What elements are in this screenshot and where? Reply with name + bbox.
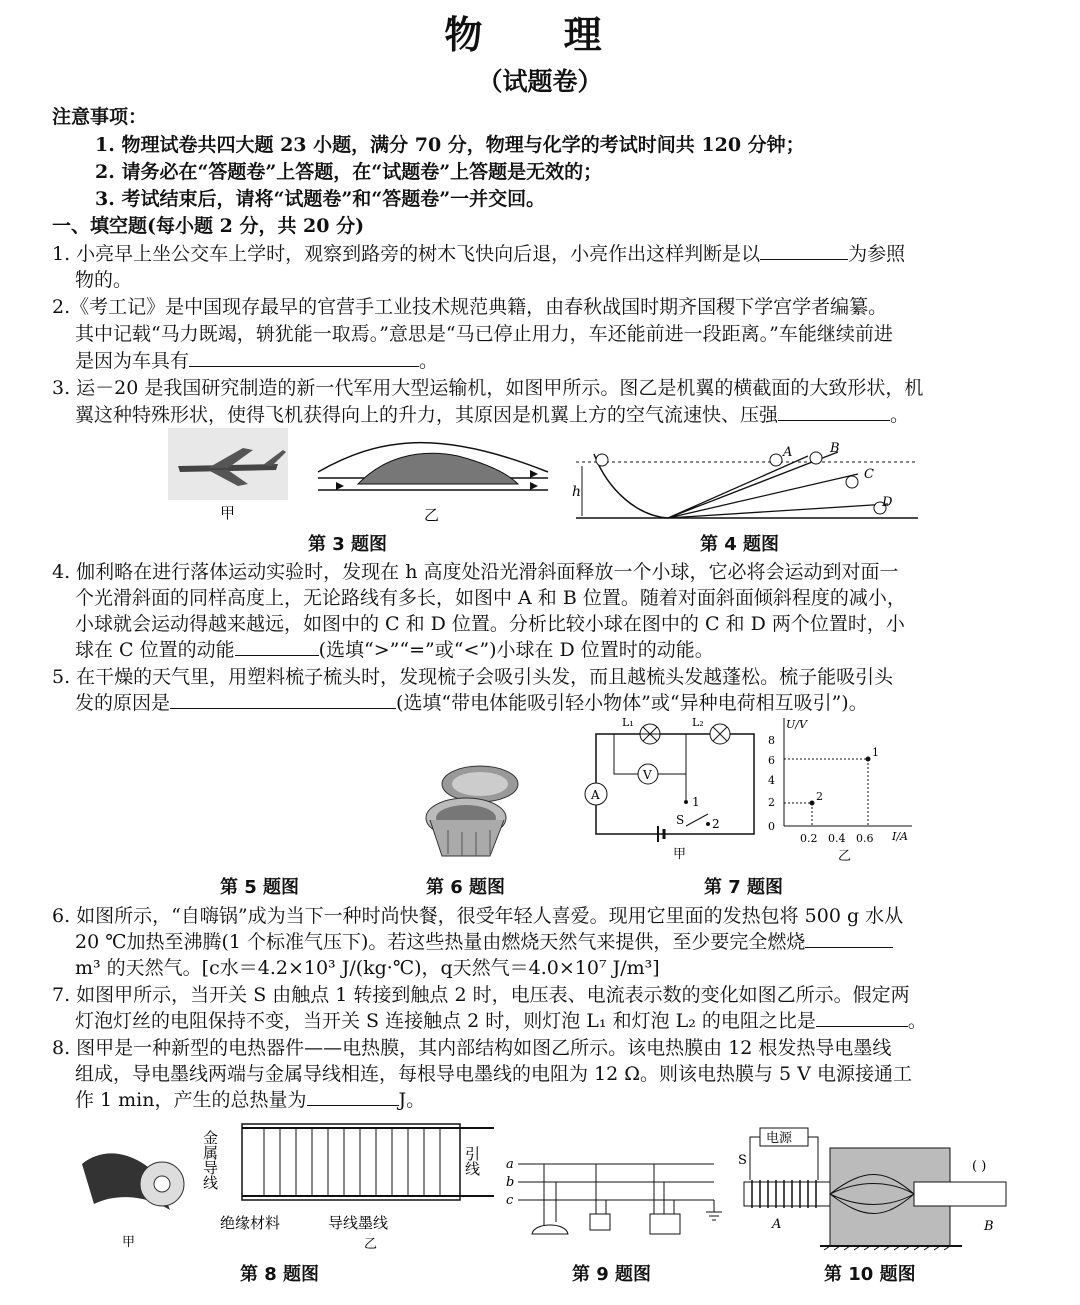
contact-2: 2 <box>712 817 720 831</box>
page-subtitle: （试题卷） <box>477 67 603 96</box>
notice-item-3: 3. 考试结束后，请将“试题卷”和“答题卷”一并交回。 <box>95 188 546 210</box>
caption-fig5: 第 5 题图 <box>220 877 300 898</box>
notice-item-1: 1. 物理试卷共四大题 23 小题，满分 70 分，物理与化学的考试时间共 120 分钟； <box>95 134 805 156</box>
question-5: 5. 在干燥的天气里，用塑料梳子梳头时，发现梳子会吸引头发，而且越梳头发越蓬松。梳子能吸引头 <box>52 666 894 688</box>
figure-8 <box>74 1112 504 1260</box>
label-b: B <box>984 1219 994 1234</box>
svg-text:甲: 甲 <box>122 1235 136 1250</box>
question-3-line2: 翼这种特殊形状，使得飞机获得向上的升力，其原因是机翼上方的空气流速快、压强 。 <box>75 404 910 426</box>
question-8: 8. 图甲是一种新型的电热器件——电热膜，其内部结构如图乙所示。该电热膜由 12 根发热导电墨线 <box>52 1037 892 1059</box>
data-point-1 <box>866 757 871 762</box>
switch-icon <box>590 1214 610 1230</box>
question-7: 7. 如图甲所示，当开关 S 由触点 1 转接到触点 2 时，电压表、电流表示数的变化如图乙所示。假定两 <box>52 984 910 1006</box>
svg-text:0.4: 0.4 <box>828 832 846 845</box>
notice-heading: 注意事项： <box>52 106 148 128</box>
caption-fig6: 第 6 题图 <box>426 877 506 898</box>
label-b: B <box>830 441 840 456</box>
ball-a <box>770 454 782 466</box>
question-8-line2: 组成，导电墨线两端与金属导线相连，每根导电墨线的电阻为 12 Ω。则该电热膜与 5 V 电源接通工 <box>75 1063 912 1085</box>
answer-paren[interactable]: ( ) <box>972 1159 987 1174</box>
label-c: C <box>864 467 874 482</box>
label-metal-wire: 金属导线 <box>201 1130 219 1190</box>
label-l1: L₁ <box>622 716 634 729</box>
question-4-line4: 球在 C 位置的动能 (选填“>”“=”或“<”)小球在 D 位置时的动能。 <box>75 639 714 661</box>
answer-blank[interactable] <box>307 1087 399 1106</box>
label-a: A <box>772 1217 782 1232</box>
svg-text:a: a <box>506 1157 514 1172</box>
question-6-line2: 20 ℃加热至沸腾(1 个标准气压下)。若这些热量由燃烧天然气来提供，至少要完全燃烧 <box>75 927 1065 954</box>
ball-c <box>846 476 858 488</box>
svg-text:2: 2 <box>768 796 775 809</box>
figure-3 <box>168 428 558 528</box>
section-heading: 一、填空题(每小题 2 分，共 20 分) <box>52 215 365 237</box>
question-7-line2: 灯泡灯丝的电阻保持不变，当开关 S 连接触点 2 时，则灯泡 L₁ 和灯泡 L₂ 的电阻之比是 。 <box>75 1010 927 1032</box>
question-2: 2.《考工记》是中国现存最早的官营手工业技术规范典籍，由春秋战国时期齐国稷下学宫学者编纂。 <box>52 296 888 318</box>
svg-text:乙: 乙 <box>838 849 852 864</box>
question-6-line3: m³ 的天然气。[c水＝4.2×10³ J/(kg·℃)，q天然气＝4.0×10⁷ J/m³] <box>75 957 660 979</box>
data-point-2 <box>810 801 815 806</box>
figure-7-graph <box>762 714 922 866</box>
caption-fig7: 第 7 题图 <box>704 877 784 898</box>
svg-text:A: A <box>591 788 600 802</box>
switch-s <box>686 814 708 826</box>
label-h: h <box>572 484 582 500</box>
socket-icon <box>650 1214 680 1234</box>
svg-text:U/V: U/V <box>786 718 807 731</box>
answer-blank[interactable] <box>760 241 848 260</box>
ground-icon <box>706 1212 722 1220</box>
answer-blank[interactable] <box>816 1008 908 1027</box>
svg-text:4: 4 <box>768 774 775 787</box>
svg-text:c: c <box>506 1193 514 1208</box>
ball-start <box>596 454 608 466</box>
label-lead: 引线 <box>463 1146 481 1176</box>
svg-text:V: V <box>643 768 652 782</box>
figure-9 <box>504 1150 730 1250</box>
svg-text:2: 2 <box>816 790 823 803</box>
label-d: D <box>882 495 893 510</box>
question-2-line2: 其中记载“马力既竭，辀犹能一取焉。”意思是“马已停止用力，车还能前进一段距离。”车能继续前进 <box>75 323 893 345</box>
bar-b <box>914 1182 1006 1206</box>
contact-1: 1 <box>692 795 700 809</box>
svg-text:S: S <box>676 813 685 827</box>
svg-text:1: 1 <box>872 746 879 759</box>
notice-item-2: 2. 请务必在“答题卷”上答题，在“试题卷”上答题是无效的； <box>95 161 603 183</box>
figure-4 <box>568 436 928 528</box>
svg-text:6: 6 <box>768 754 775 767</box>
figure-6-pot-photo <box>418 760 528 864</box>
caption-fig10: 第 10 题图 <box>824 1264 916 1285</box>
answer-blank[interactable] <box>170 690 396 709</box>
svg-text:0.2: 0.2 <box>800 832 818 845</box>
question-3: 3. 运－20 是我国研究制造的新一代军用大型运输机，如图甲所示。图乙是机翼的横截面的大致形状，机 <box>52 377 924 399</box>
ball-b <box>810 452 822 464</box>
caption-fig4: 第 4 题图 <box>700 534 780 555</box>
figure-7-circuit <box>578 714 768 864</box>
answer-blank[interactable] <box>805 929 893 948</box>
question-1-cont: 物的。 <box>75 269 133 291</box>
figure-10 <box>734 1122 1034 1254</box>
label-yi: 乙 <box>424 506 440 524</box>
svg-text:0: 0 <box>768 820 775 833</box>
svg-text:0.6: 0.6 <box>856 832 874 845</box>
label-jia: 甲 <box>220 504 236 522</box>
svg-text:b: b <box>506 1175 515 1190</box>
svg-text:甲: 甲 <box>673 847 687 862</box>
label-l2: L₂ <box>692 716 704 729</box>
wing-cross-section <box>358 453 518 484</box>
caption-fig8: 第 8 题图 <box>240 1264 320 1285</box>
question-4-line3: 小球就会运动得越来越远，如图中的 C 和 D 位置。分析比较小球在图中的 C 和 D 两个位置时，小 <box>75 613 905 635</box>
svg-text:乙: 乙 <box>364 1237 378 1252</box>
electromagnet-a <box>744 1182 830 1206</box>
answer-blank[interactable] <box>235 637 319 656</box>
ink-lines <box>264 1128 440 1196</box>
question-8-line3: 作 1 min，产生的总热量为 J。 <box>75 1089 426 1111</box>
question-4: 4. 伽利略在进行落体运动实验时，发现在 h 高度处沿光滑斜面释放一个小球，它必将会运动到对面一 <box>52 561 899 583</box>
label-power: 电源 <box>766 1131 793 1146</box>
label-insulation: 绝缘材料 <box>220 1214 281 1232</box>
question-4-line2: 个光滑斜面的同样高度上，无论路线有多长，如图中 A 和 B 位置。随着对面斜面倾斜程度的减小， <box>75 587 906 609</box>
question-5-line2: 发的原因是 (选填“带电体能吸引轻小物体”或“异种电荷相互吸引”)。 <box>75 692 868 714</box>
lamp-icon <box>532 1225 568 1234</box>
insulation-frame <box>242 1124 460 1200</box>
question-2-line3: 是因为车具有 。 <box>75 350 439 372</box>
page-title: 物 理 <box>444 12 636 57</box>
answer-blank[interactable] <box>778 402 890 421</box>
label-ink-line: 导线墨线 <box>328 1214 389 1232</box>
label-a: A <box>783 445 793 460</box>
caption-fig3: 第 3 题图 <box>308 534 388 555</box>
svg-text:I/A: I/A <box>892 830 908 843</box>
label-switch: S <box>738 1153 747 1168</box>
caption-fig9: 第 9 题图 <box>572 1264 652 1285</box>
answer-blank[interactable] <box>189 348 419 367</box>
question-1: 1. 小亮早上坐公交车上学时，观察到路旁的树木飞快向后退，小亮作出这样判断是以 为参照 <box>52 243 906 265</box>
question-6: 6. 如图所示，“自嗨锅”成为当下一种时尚快餐，很受年轻人喜爱。现用它里面的发热包将 500 g 水从 <box>52 905 904 927</box>
svg-text:8: 8 <box>768 734 775 747</box>
